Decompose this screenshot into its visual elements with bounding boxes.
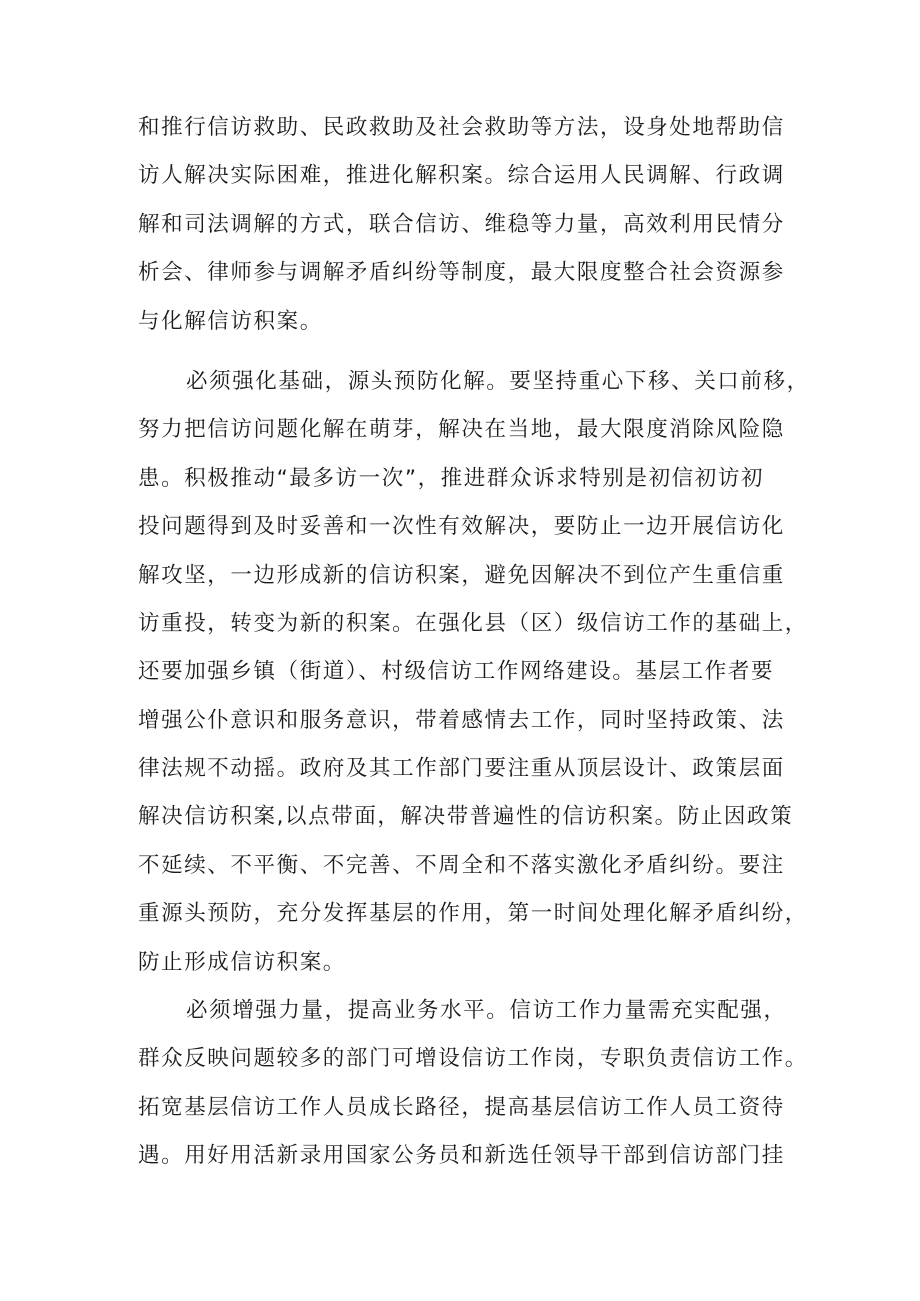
text-line: 患。积极推动“最多访一次”，推进群众诉求特别是初信初访初 (138, 465, 765, 491)
text-line: 访重投，转变为新的积案。在强化县（区）级信访工作的基础上， (138, 610, 808, 636)
text-line: 与化解信访积案。 (138, 308, 323, 334)
document-body (138, 104, 810, 1181)
paragraph-gap (138, 346, 794, 358)
text-line: 必须增强力量，提高业务水平。信访工作力量需充实配强， (186, 998, 787, 1024)
text-line: 解决信访积案,以点带面，解决带普遍性的信访积案。防止因政策 (138, 804, 794, 830)
text-line: 投问题得到及时妥善和一次性有效解决，要防止一边开展信访化 (138, 514, 785, 540)
text-line: 重源头预防，充分发挥基层的作用，第一时间处理化解矛盾纠纷， (138, 901, 808, 927)
text-line: 解和司法调解的方式，联合信访、维稳等力量，高效利用民情分 (138, 211, 785, 237)
text-line: 遇。用好用活新录用国家公务员和新选任领导干部到信访部门挂 (138, 1143, 785, 1169)
text-line: 努力把信访问题化解在萌芽，解决在当地，最大限度消除风险隐 (138, 417, 785, 443)
text-line: 访人解决实际困难，推进化解积案。综合运用人民调解、行政调 (138, 163, 785, 189)
text-line: 拓宽基层信访工作人员成长路径，提高基层信访工作人员工资待 (138, 1094, 785, 1120)
text-line: 和推行信访救助、民政救助及社会救助等方法，设身处地帮助信 (138, 115, 785, 140)
text-line: 不延续、不平衡、不完善、不周全和不落实激化矛盾纠纷。要注 (138, 852, 785, 878)
text-line: 析会、律师参与调解矛盾纠纷等制度，最大限度整合社会资源参 (138, 260, 785, 286)
paragraph-2 (138, 358, 810, 987)
text-line: 群众反映问题较多的部门可增设信访工作岗，专职负责信访工作。 (138, 1046, 808, 1072)
text-line: 增强公仆意识和服务意识，带着感情去工作，同时坚持政策、法 (138, 707, 785, 733)
paragraph-1 (138, 104, 794, 346)
text-line: 律法规不动摇。政府及其工作部门要注重从顶层设计、政策层面 (138, 756, 785, 782)
text-line: 必须强化基础，源头预防化解。要坚持重心下移、关口前移， (186, 368, 810, 394)
text-line: 解攻坚，一边形成新的信访积案，避免因解决不到位产生重信重 (138, 562, 785, 588)
text-line: 防止形成信访积案。 (138, 949, 346, 975)
text-line: 还要加强乡镇（街道）、村级信访工作网络建设。基层工作者要 (138, 659, 775, 685)
paragraph-3 (138, 987, 808, 1181)
